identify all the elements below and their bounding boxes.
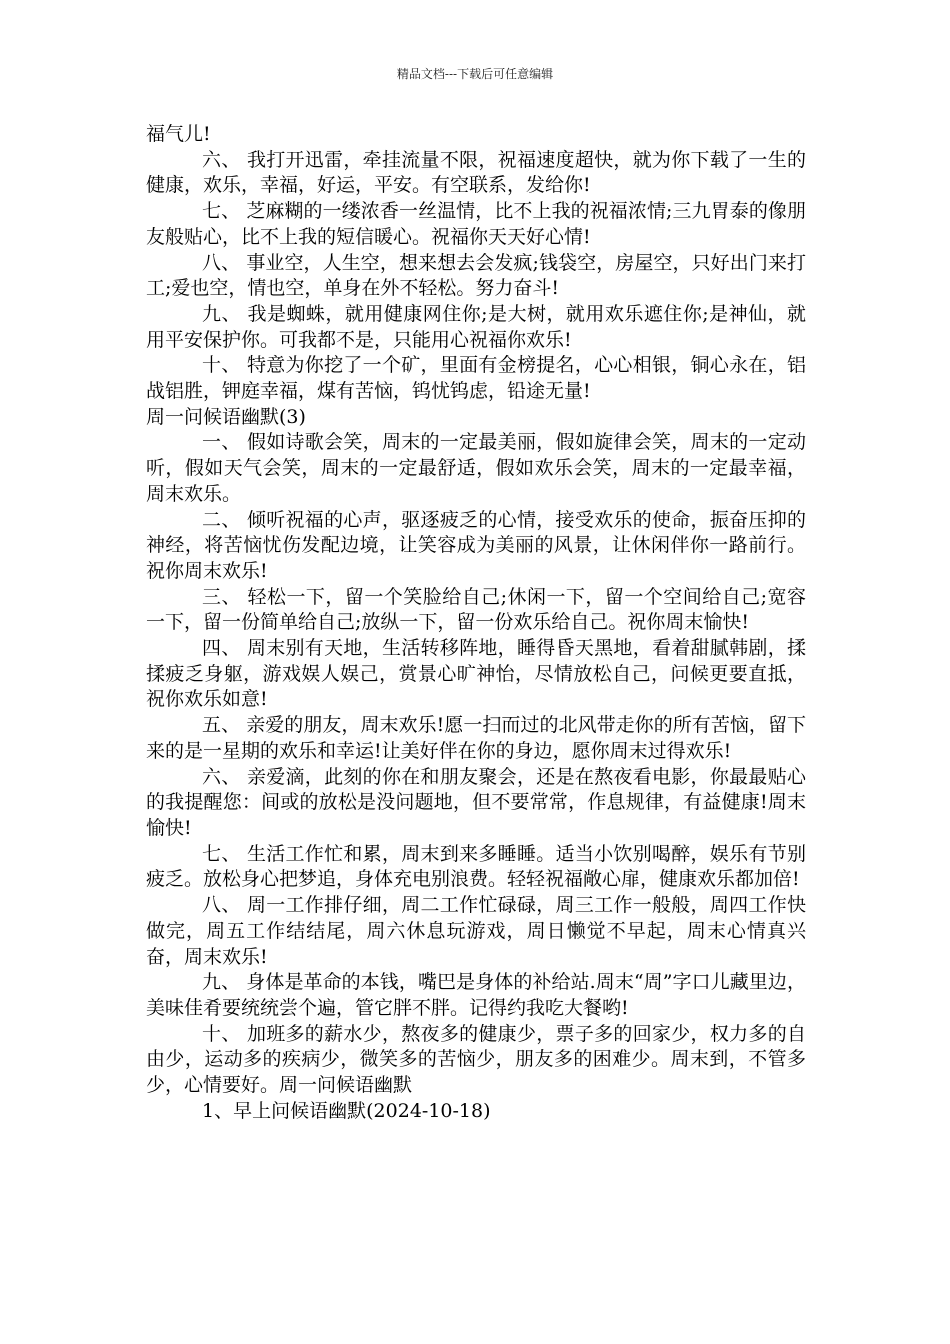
paragraph: 二、 倾听祝福的心声，驱逐疲乏的心情，接受欢乐的使命，振奋压抑的神经，将苦恼忧伤发配边境，让笑容成为美丽的风景，让休闲伴你一路前行。祝你周末欢乐! bbox=[146, 508, 806, 582]
paragraph: 五、 亲爱的朋友，周末欢乐!愿一扫而过的北风带走你的所有苦恼，留下来的是一星期的欢乐和幸运!让美好伴在你的身边，愿你周末过得欢乐! bbox=[146, 714, 806, 762]
paragraph: 八、 周一工作排仔细，周二工作忙碌碌，周三工作一般般，周四工作快做完，周五工作结结尾，周六休息玩游戏，周日懒觉不早起，周末心情真兴奋，周末欢乐! bbox=[146, 894, 806, 968]
page-header: 精品文档---下载后可任意编辑 bbox=[396, 67, 554, 81]
paragraph: 三、 轻松一下，留一个笑脸给自己;休闲一下，留一个空间给自己;宽容一下，留一份简单给自己;放纵一下，留一份欢乐给自己。祝你周末愉快! bbox=[146, 585, 806, 634]
paragraph: 十、 特意为你挖了一个矿，里面有金榜提名，心心相银，铜心永在，铝战铝胜，钾庭幸福，煤有苦恼，钨忧钨虑，铅途无量! bbox=[146, 354, 806, 403]
paragraph: 四、 周末别有天地，生活转移阵地，睡得昏天黑地，看着甜腻韩剧，揉揉疲乏身躯，游戏娱人娱己，赏景心旷神怡，尽情放松自己，问候更要直抵，祝你欢乐如意! bbox=[146, 637, 806, 711]
paragraph: 七、 生活工作忙和累，周末到来多睡睡。适当小饮别喝醉，娱乐有节别疲乏。放松身心把梦追，身体充电别浪费。轻轻祝福敞心扉，健康欢乐都加倍! bbox=[146, 842, 806, 891]
paragraph: 六、 我打开迅雷，牵挂流量不限，祝福速度超快，就为你下载了一生的健康，欢乐，幸福，好运，平安。有空联系，发给你! bbox=[146, 148, 806, 197]
paragraph: 福气儿! bbox=[146, 123, 211, 145]
paragraph: 十、 加班多的薪水少，熬夜多的健康少，票子多的回家少，权力多的自由少，运动多的疾病少，微笑多的苦恼少，朋友多的困难少。周末到，不管多少，心情要好。周一问候语幽默 bbox=[146, 1022, 806, 1097]
paragraph: 六、 亲爱滴，此刻的你在和朋友聚会，还是在熬夜看电影，你最最贴心的我提醒您：间或的放松是没问题地，但不要常常，作息规律，有益健康!周末愉快! bbox=[146, 765, 806, 839]
paragraph: 九、 身体是革命的本钱，嘴巴是身体的补给站.周末“周”字口儿藏里边，美味佳肴要统统尝个遍，管它胖不胖。记得约我吃大餐哟! bbox=[146, 971, 806, 1019]
paragraph: 七、 芝麻糊的一缕浓香一丝温情，比不上我的祝福浓情;三九胃泰的像朋友般贴心，比不上我的短信暖心。祝福你天天好心情! bbox=[146, 200, 806, 248]
paragraph: 九、 我是蜘蛛，就用健康网住你;是大树，就用欢乐遮住你;是神仙，就用平安保护你。可我都不是，只能用心祝福你欢乐! bbox=[146, 302, 806, 351]
document-body bbox=[146, 122, 806, 1124]
section-heading: 周一问候语幽默(3) bbox=[146, 405, 306, 428]
paragraph: 1、早上问候语幽默(2024-10-18) bbox=[202, 1099, 491, 1122]
paragraph: 八、 事业空，人生空，想来想去会发疯;钱袋空，房屋空，只好出门来打工;爱也空，情也空，单身在外不轻松。努力奋斗! bbox=[146, 251, 806, 300]
paragraph: 一、 假如诗歌会笑，周末的一定最美丽，假如旋律会笑，周末的一定动听，假如天气会笑，周末的一定最舒适，假如欢乐会笑，周末的一定最幸福，周末欢乐。 bbox=[146, 431, 806, 505]
